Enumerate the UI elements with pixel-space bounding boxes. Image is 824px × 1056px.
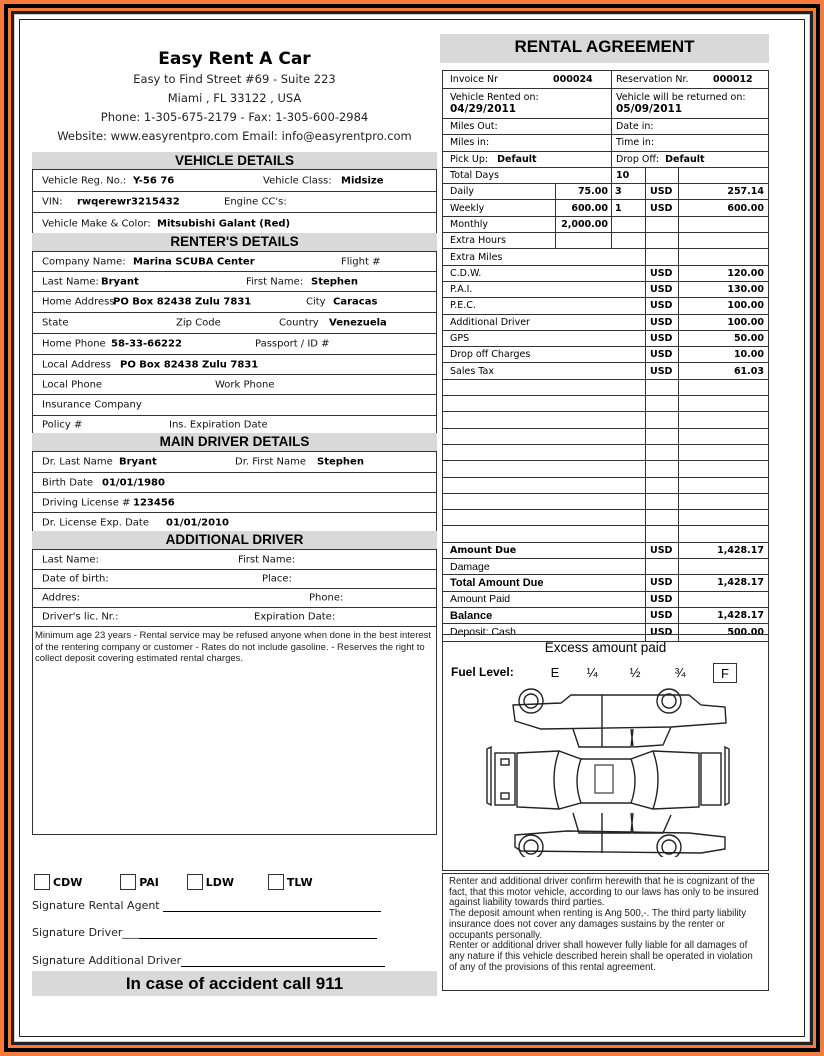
section-main-driver: MAIN DRIVER DETAILS bbox=[32, 433, 437, 451]
company-address1: Easy to Find Street #69 - Suite 223 bbox=[133, 72, 336, 86]
pickup-location[interactable]: Default bbox=[497, 153, 537, 165]
add-driver-row-address: Addres: Phone: bbox=[33, 589, 436, 608]
renter-row-home-phone: Home Phone 58-33-66222 Passport / ID # bbox=[33, 334, 436, 355]
total-amount[interactable]: 1,428.17 bbox=[678, 543, 768, 558]
rate-row bbox=[443, 217, 768, 233]
signature-line[interactable] bbox=[181, 955, 385, 967]
pickup-row: Pick Up: Default Drop Off: Default bbox=[443, 152, 768, 168]
charge-row bbox=[443, 526, 768, 542]
legal-text-3: Renter or additional driver shall however fully liable for all damages of any nature if this vehicle described herein shall be operated in violation of any of the provisions of this rental agreement. bbox=[449, 940, 753, 973]
rate-label: Extra Hours bbox=[450, 235, 506, 247]
fuel-option-1[interactable]: ¼ bbox=[586, 665, 598, 680]
charge-amount[interactable] bbox=[678, 494, 768, 509]
car-damage-diagram bbox=[481, 687, 736, 857]
vehicle-make-value[interactable]: Mitsubishi Galant (Red) bbox=[157, 218, 291, 229]
charge-row bbox=[443, 510, 768, 526]
rented-on-date[interactable]: 04/29/2011 bbox=[450, 103, 517, 115]
coverage-checkboxes bbox=[34, 874, 327, 893]
charge-currency bbox=[645, 478, 679, 493]
rate-quantity[interactable]: 3 bbox=[611, 184, 645, 199]
section-additional-driver: ADDITIONAL DRIVER bbox=[32, 531, 437, 549]
legal-text-1: Renter and additional driver confirm herewith that he is cognizant of the fact, that this motor vehicle, according to our laws has only to be insured against liability towards third parties. bbox=[449, 876, 759, 909]
renter-row-company: Company Name: Marina SCUBA Center Flight # bbox=[33, 252, 436, 272]
rate-currency: USD bbox=[645, 200, 679, 215]
vehicle-vin-value[interactable]: rwqerewr3215432 bbox=[77, 196, 180, 208]
charge-row bbox=[443, 380, 768, 396]
totals-section bbox=[443, 543, 768, 641]
driver-row-name: Dr. Last Name Bryant Dr. First Name Stephen bbox=[33, 452, 436, 473]
rate-currency bbox=[645, 217, 679, 232]
charge-amount[interactable] bbox=[678, 412, 768, 427]
charge-row bbox=[443, 347, 768, 363]
vehicle-details-box bbox=[32, 169, 437, 233]
rate-quantity[interactable] bbox=[611, 217, 645, 232]
extra-miles-row: Extra Miles bbox=[443, 249, 768, 265]
charges-section bbox=[443, 266, 768, 543]
renter-row-state: State Zip Code Country Venezuela bbox=[33, 313, 436, 334]
charge-currency bbox=[645, 412, 679, 427]
charge-currency: USD bbox=[645, 347, 679, 362]
charge-currency: USD bbox=[645, 282, 679, 297]
charge-amount[interactable]: 120.00 bbox=[678, 266, 768, 281]
rate-currency bbox=[645, 233, 679, 248]
checkbox-pai[interactable]: PAI bbox=[120, 874, 159, 890]
vehicle-class-value[interactable]: Midsize bbox=[341, 175, 384, 186]
return-date[interactable]: 05/09/2011 bbox=[616, 103, 683, 115]
total-amount[interactable] bbox=[678, 559, 768, 574]
charge-amount[interactable] bbox=[678, 380, 768, 395]
charge-amount[interactable] bbox=[678, 510, 768, 525]
charge-amount[interactable]: 130.00 bbox=[678, 282, 768, 297]
total-row bbox=[443, 543, 768, 559]
rate-value[interactable]: 2,000.00 bbox=[555, 217, 612, 232]
total-amount[interactable] bbox=[678, 592, 768, 607]
rental-conditions-notes: Minimum age 23 years - Rental service may be refused anyone when done in the best interest of the rentering company or customer - Rates do not include gasoline. - Reserves the right to collect deposit covering estimated rental charges. bbox=[35, 630, 432, 664]
charge-row bbox=[443, 266, 768, 282]
total-currency: USD bbox=[645, 624, 679, 640]
excess-amount-label: Excess amount paid bbox=[544, 640, 667, 655]
checkbox-ldw[interactable]: LDW bbox=[187, 874, 234, 890]
charge-label: Sales Tax bbox=[450, 365, 494, 377]
signature-driver: Signature Driver___ bbox=[32, 926, 377, 939]
vehicle-condition-box bbox=[442, 634, 769, 871]
add-driver-row-dob: Date of birth: Place: bbox=[33, 570, 436, 589]
total-currency: USD bbox=[645, 575, 679, 590]
vehicle-row-reg: Vehicle Reg. No.: Y-56 76 Vehicle Class: Midsize bbox=[33, 170, 436, 192]
charge-currency bbox=[645, 461, 679, 476]
renter-row-home-address: Home Address PO Box 82438 Zulu 7831 City Caracas bbox=[33, 292, 436, 313]
charge-amount[interactable] bbox=[678, 445, 768, 460]
rate-label: Weekly bbox=[450, 202, 485, 214]
charge-amount[interactable] bbox=[678, 396, 768, 411]
charge-currency bbox=[645, 510, 679, 525]
signature-additional-driver: Signature Additional Driver bbox=[32, 954, 385, 967]
charge-row bbox=[443, 412, 768, 428]
company-name: Easy Rent A Car bbox=[158, 49, 311, 69]
charge-amount[interactable] bbox=[678, 478, 768, 493]
charge-currency bbox=[645, 396, 679, 411]
reservation-number[interactable]: 000012 bbox=[713, 74, 753, 85]
rate-row bbox=[443, 233, 768, 249]
charge-amount[interactable] bbox=[678, 461, 768, 476]
total-label: Amount Due bbox=[450, 544, 517, 556]
rates-section bbox=[443, 184, 768, 249]
section-renter-details: RENTER'S DETAILS bbox=[32, 233, 437, 251]
charge-row bbox=[443, 396, 768, 412]
charge-label: Drop off Charges bbox=[450, 349, 531, 361]
charge-currency bbox=[645, 380, 679, 395]
charge-row bbox=[443, 298, 768, 314]
accident-banner: In case of accident call 911 bbox=[32, 971, 437, 996]
company-address2: Miami , FL 33122 , USA bbox=[167, 91, 302, 105]
rate-amount[interactable]: 600.00 bbox=[678, 200, 768, 215]
add-driver-row-license: Driver's lic. Nr.: Expiration Date: bbox=[33, 608, 436, 627]
checkbox-box[interactable] bbox=[187, 874, 203, 890]
invoice-number[interactable]: 000024 bbox=[553, 74, 593, 85]
charge-label: P.E.C. bbox=[450, 300, 476, 312]
charge-label: GPS bbox=[450, 333, 470, 344]
total-row bbox=[443, 608, 768, 624]
charge-row bbox=[443, 282, 768, 298]
total-amount[interactable]: 1,428.17 bbox=[678, 575, 768, 590]
add-driver-row-name: Last Name: First Name: bbox=[33, 550, 436, 570]
dropoff-location[interactable]: Default bbox=[665, 153, 705, 165]
charge-amount[interactable] bbox=[678, 526, 768, 541]
charge-currency: USD bbox=[645, 315, 679, 330]
charge-amount[interactable] bbox=[678, 429, 768, 444]
renter-details-box bbox=[32, 251, 437, 433]
total-days-row: Total Days 10 bbox=[443, 168, 768, 184]
driver-row-birth: Birth Date 01/01/1980 bbox=[33, 473, 436, 493]
signature-line[interactable] bbox=[163, 900, 381, 912]
company-phone: Phone: 1-305-675-2179 - Fax: 1-305-600-2984 bbox=[100, 110, 369, 124]
driver-row-exp: Dr. License Exp. Date 01/01/2010 bbox=[42, 517, 229, 528]
signature-line[interactable] bbox=[139, 927, 377, 939]
charge-amount[interactable]: 10.00 bbox=[678, 347, 768, 362]
legal-text-2: The deposit amount when renting is Ang 500,-. The third party liability insurance does not cover any damages sustains by the renter or occupants personally. bbox=[449, 908, 747, 941]
charge-amount[interactable]: 100.00 bbox=[678, 298, 768, 313]
checkbox-cdw[interactable]: CDW bbox=[34, 874, 82, 890]
rental-agreement-table bbox=[442, 70, 769, 642]
signature-rental-agent: Signature Rental Agent bbox=[32, 899, 381, 912]
total-currency bbox=[645, 559, 679, 574]
rate-amount[interactable]: 257.14 bbox=[678, 184, 768, 199]
renter-row-local-phone: Local Phone Work Phone bbox=[33, 375, 436, 395]
total-row bbox=[443, 575, 768, 591]
legal-terms-box bbox=[442, 873, 769, 991]
charge-label: Additional Driver bbox=[450, 316, 530, 328]
checkbox-box[interactable] bbox=[268, 874, 284, 890]
charge-currency: USD bbox=[645, 331, 679, 346]
charge-row bbox=[443, 478, 768, 494]
renter-row-local-address: Local Address PO Box 82438 Zulu 7831 bbox=[33, 355, 436, 375]
total-days-value[interactable]: 10 bbox=[611, 168, 645, 183]
vehicle-reg-value[interactable]: Y-56 76 bbox=[133, 175, 175, 186]
rate-amount[interactable] bbox=[678, 233, 768, 248]
miles-out-row: Miles Out: Date in: bbox=[443, 119, 768, 135]
charge-row bbox=[443, 429, 768, 445]
rate-label: Daily bbox=[450, 186, 475, 198]
rate-currency: USD bbox=[645, 184, 679, 199]
miles-in-row: Miles in: Time in: bbox=[443, 135, 768, 151]
checkbox-box[interactable] bbox=[120, 874, 136, 890]
charge-label: P.A.I. bbox=[450, 284, 473, 296]
charge-label: C.D.W. bbox=[450, 267, 482, 279]
rate-quantity[interactable] bbox=[611, 233, 645, 248]
rate-value[interactable]: 75.00 bbox=[555, 184, 612, 199]
total-amount[interactable]: 1,428.17 bbox=[678, 608, 768, 623]
total-currency: USD bbox=[645, 592, 679, 607]
total-label: Damage bbox=[450, 560, 490, 573]
total-label: Balance bbox=[450, 609, 493, 622]
charge-amount[interactable]: 61.03 bbox=[678, 363, 768, 378]
charge-amount[interactable]: 50.00 bbox=[678, 331, 768, 346]
section-vehicle-details: VEHICLE DETAILS bbox=[32, 152, 437, 169]
charge-currency bbox=[645, 494, 679, 509]
checkbox-box[interactable] bbox=[34, 874, 50, 890]
main-driver-box bbox=[32, 451, 437, 531]
charge-row bbox=[443, 494, 768, 510]
rental-dates-row: Vehicle Rented on: 04/29/2011 Vehicle will be returned on: 05/09/2011 bbox=[443, 89, 768, 119]
company-header bbox=[32, 48, 437, 146]
fuel-option-3[interactable]: ¾ bbox=[674, 665, 686, 680]
fuel-option-0[interactable]: E bbox=[550, 665, 560, 680]
charge-currency bbox=[645, 526, 679, 541]
car-side-top-icon bbox=[513, 689, 726, 747]
charge-row bbox=[443, 315, 768, 331]
charge-currency: USD bbox=[645, 266, 679, 281]
renter-row-name: Last Name: Bryant First Name: Stephen bbox=[33, 272, 436, 292]
invoice-row: Invoice Nr 000024 Reservation Nr. 000012 bbox=[443, 71, 768, 89]
rate-quantity[interactable]: 1 bbox=[611, 200, 645, 215]
total-currency: USD bbox=[645, 608, 679, 623]
additional-driver-box bbox=[32, 549, 437, 835]
total-row bbox=[443, 559, 768, 575]
total-currency: USD bbox=[645, 543, 679, 558]
total-label: Amount Paid bbox=[450, 593, 511, 606]
renter-row-policy: Policy # Ins. Expiration Date bbox=[42, 419, 268, 431]
vehicle-row-vin: VIN: rwqerewr3215432 Engine CC's: bbox=[33, 192, 436, 213]
driver-row-license: Driving License # 123456 bbox=[33, 493, 436, 513]
company-web: Website: www.easyrentpro.com Email: info@easyrentpro.com bbox=[57, 129, 412, 143]
fuel-option-2[interactable]: ½ bbox=[629, 665, 641, 680]
charge-row bbox=[443, 445, 768, 461]
charge-currency bbox=[645, 429, 679, 444]
fuel-option-4[interactable]: F bbox=[713, 663, 737, 683]
total-row bbox=[443, 592, 768, 608]
total-amount[interactable]: 500.00 bbox=[678, 624, 768, 640]
rate-row bbox=[443, 184, 768, 200]
rate-value[interactable]: 600.00 bbox=[555, 200, 612, 215]
car-top-view-icon bbox=[487, 747, 729, 809]
total-label: Deposit: Cash bbox=[450, 626, 516, 639]
vehicle-row-make: Vehicle Make & Color: Mitsubishi Galant (Red) bbox=[42, 218, 291, 229]
rental-agreement-title: RENTAL AGREEMENT bbox=[440, 34, 769, 63]
rate-row bbox=[443, 200, 768, 216]
charge-amount[interactable]: 100.00 bbox=[678, 315, 768, 330]
charge-row bbox=[443, 363, 768, 379]
checkbox-tlw[interactable]: TLW bbox=[268, 874, 313, 890]
charge-row bbox=[443, 461, 768, 477]
charge-currency bbox=[645, 445, 679, 460]
total-label: Total Amount Due bbox=[450, 576, 544, 589]
charge-currency: USD bbox=[645, 363, 679, 378]
rate-label: Monthly bbox=[450, 218, 489, 230]
fuel-level-label: Fuel Level: bbox=[451, 665, 514, 679]
charge-currency: USD bbox=[645, 298, 679, 313]
rate-amount[interactable] bbox=[678, 217, 768, 232]
renter-row-insurance: Insurance Company bbox=[33, 395, 436, 416]
car-side-bottom-icon bbox=[515, 813, 725, 857]
rate-value[interactable] bbox=[555, 233, 612, 248]
charge-row bbox=[443, 331, 768, 347]
